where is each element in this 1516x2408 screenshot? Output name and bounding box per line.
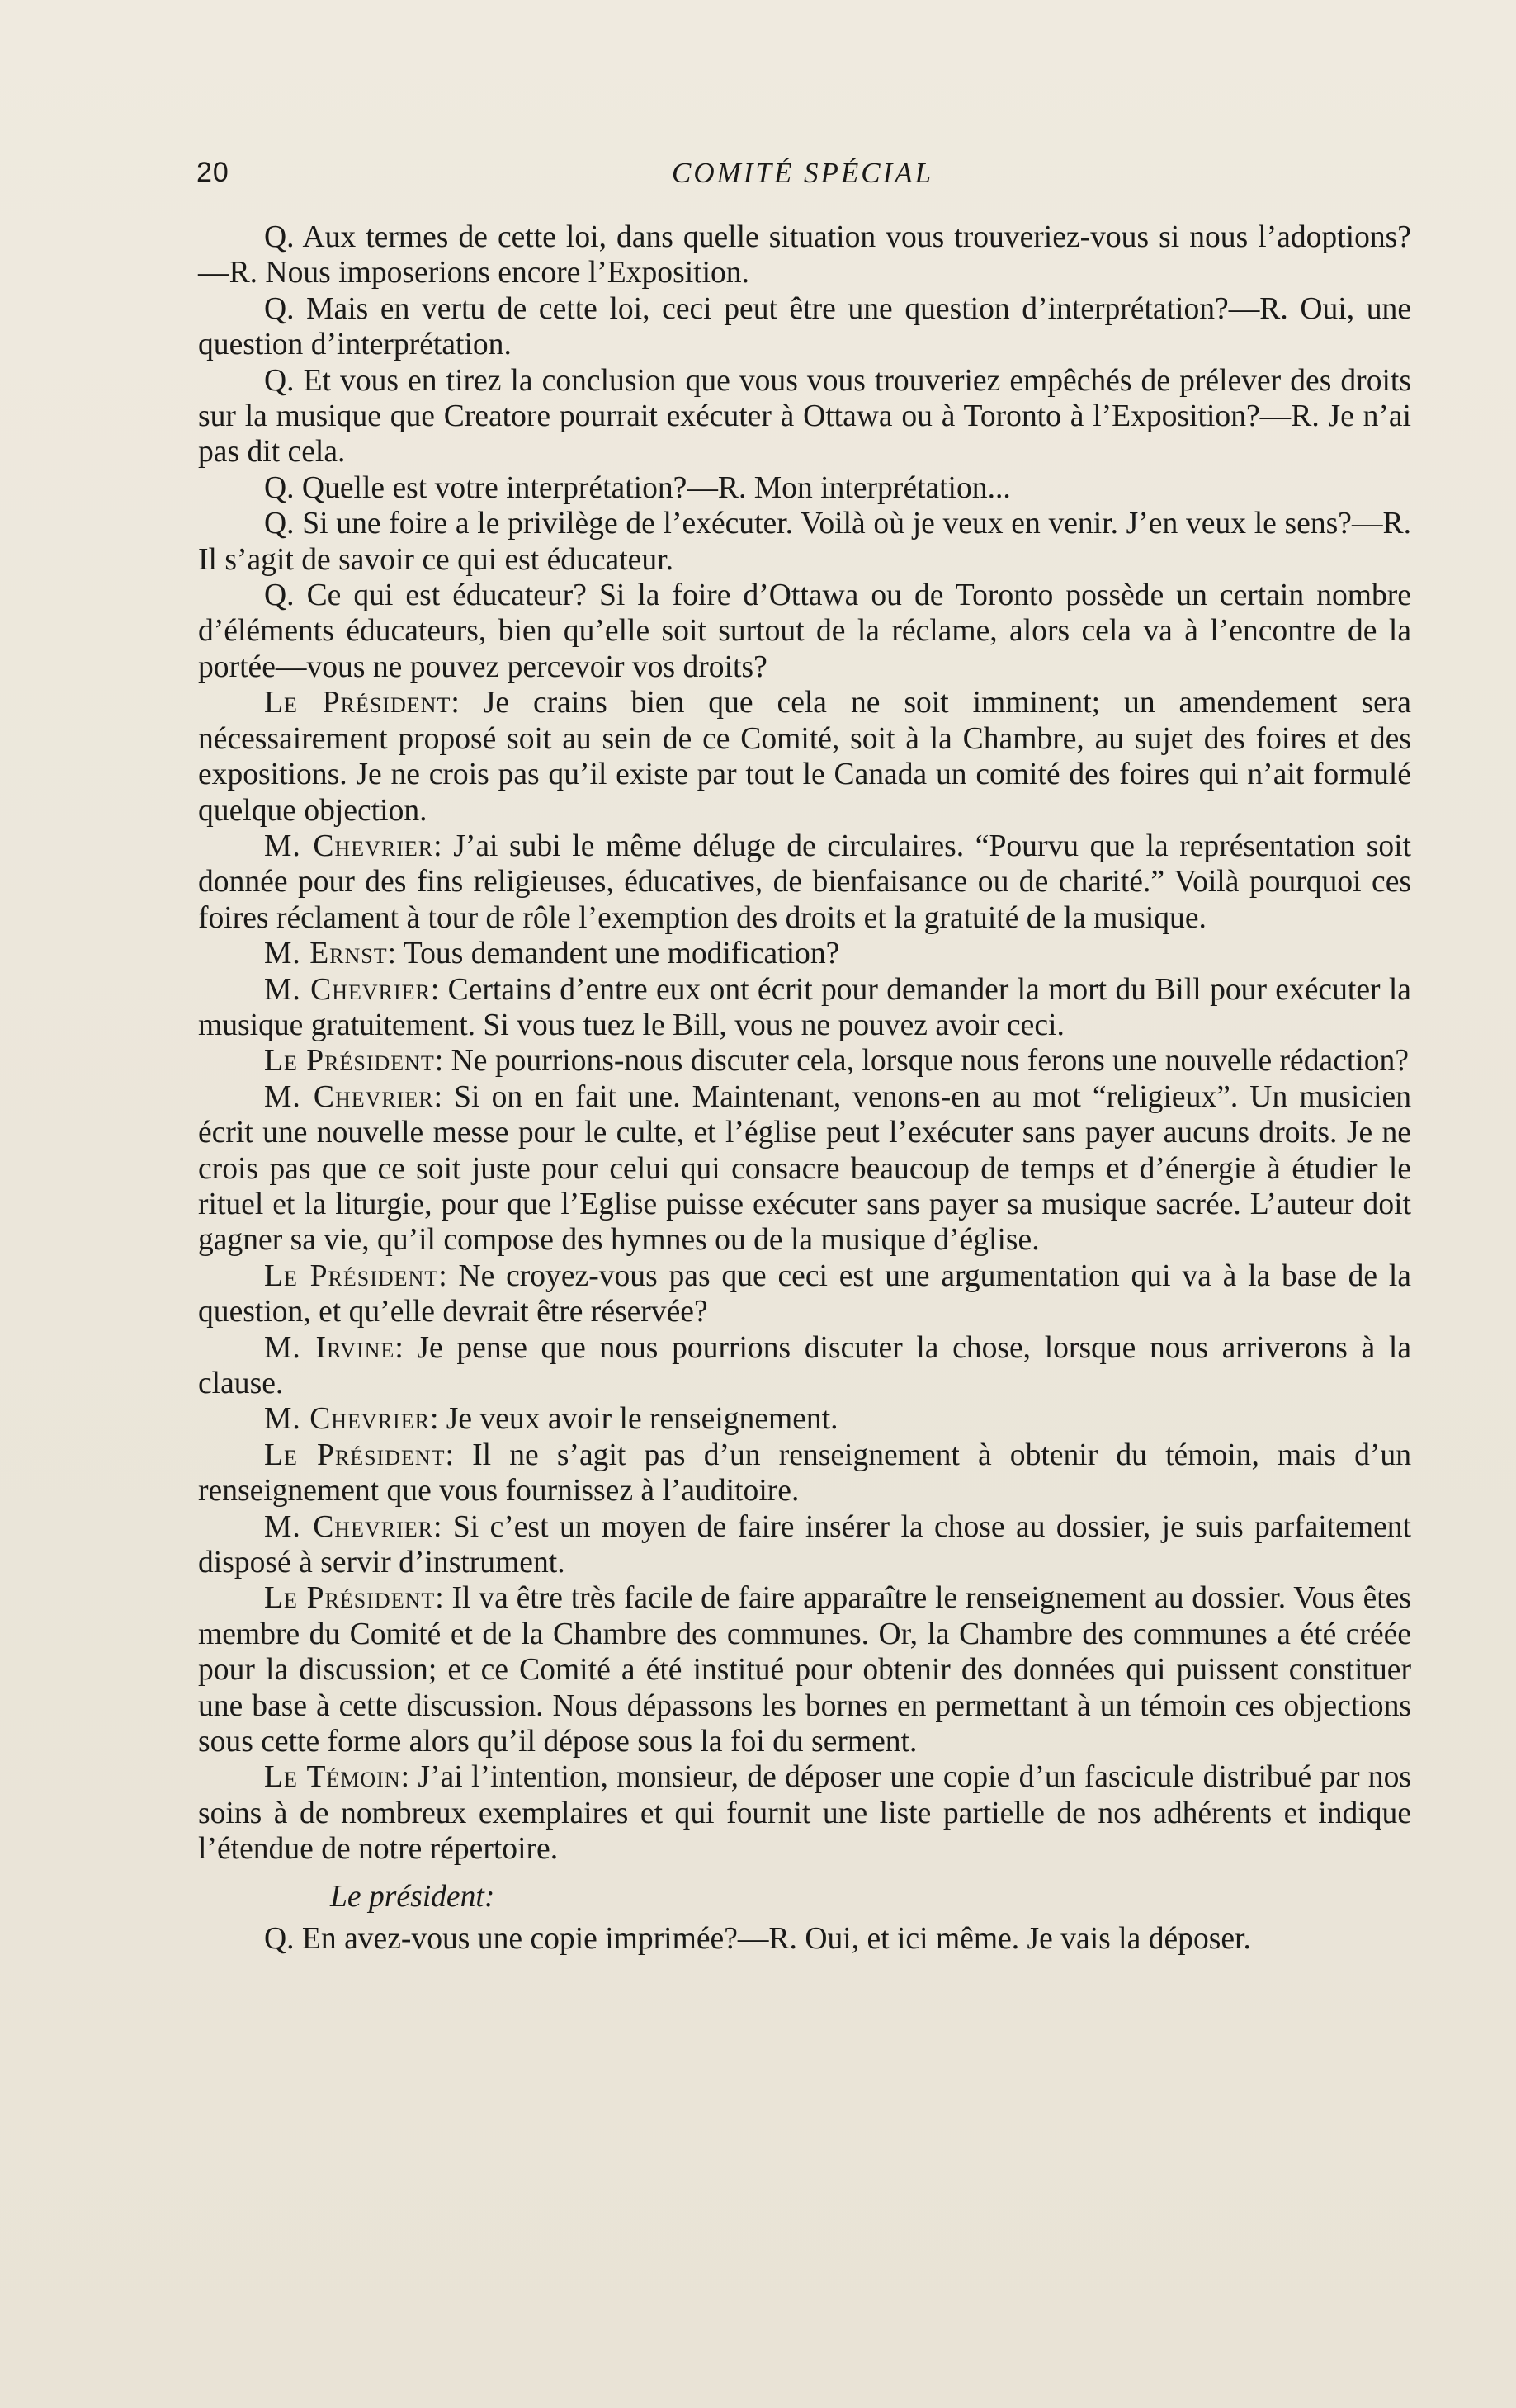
paragraph-text: Q. Si une foire a le privilège de l’exécuter. Voilà où je veux en venir. J’en veux le sens?—R. Il s’agit de savoir ce qui est éducateur. (198, 507, 1411, 577)
paragraph (198, 1079, 1411, 1258)
speaker-name: M. Ernst (264, 937, 388, 971)
paragraph-text: : Si on en fait une. Maintenant, venons-en au mot “religieux”. Un musicien écrit une nouvelle messe pour le culte, et l’église peut l’exécuter sans payer aucuns droits. Je ne crois pas que ce soit juste pour celui qui consacre beaucoup de temps et d’énergie à étudier le rituel et la liturgie, pour que l’Eglise puisse exécuter sans payer sa musique sacrée. L’auteur doit gagner sa vie, qu’il compose des hymnes ou de la musique d’église. (198, 1079, 1411, 1258)
document-body (198, 220, 1411, 1957)
speaker-name: M. Chevrier (264, 972, 431, 1007)
paragraph (198, 1258, 1411, 1330)
page-number: 20 (196, 157, 229, 188)
paragraph (198, 578, 1411, 685)
paragraph (198, 936, 1411, 971)
paragraph-text: Q. Et vous en tirez la conclusion que vous vous trouveriez empêchés de prélever des droits sur la musique que Creatore pourrait exécuter à Ottawa ou à Toronto à l’Exposition?—R. Je n’ai pas dit cela. (198, 363, 1411, 470)
paragraph (198, 1509, 1411, 1581)
paragraph (198, 1401, 1411, 1437)
speaker-name: M. Irvine (264, 1330, 395, 1365)
speaker-name: Le Président (264, 1438, 446, 1472)
paragraph-text: : Ne croyez-vous pas que ceci est une argumentation qui va à la base de la question, et qu’elle devrait être réservée? (198, 1258, 1411, 1329)
speaker-name: M. Chevrier (264, 1079, 434, 1114)
speaker-name: Le Président (264, 686, 451, 720)
paragraph-text: : Je crains bien que cela ne soit imminent; un amendement sera nécessairement proposé soit au sein de ce Comité, soit à la Chambre, au sujet des foires et des expositions. Je ne crois pas qu’il existe par tout le Canada un comité des foires qui n’ait formulé quelque objection. (198, 686, 1411, 828)
paragraph-text: Q. Ce qui est éducateur? Si la foire d’Ottawa ou de Toronto possède un certain nombre d’éléments éducateurs, bien qu’elle soit surtout de la réclame, alors cela va à l’encontre de la portée—vous ne pouvez percevoir vos droits? (198, 578, 1411, 684)
paragraph-text: : Je veux avoir le renseignement. (429, 1402, 838, 1437)
paragraph-text: : Certains d’entre eux ont écrit pour demander la mort du Bill pour exécuter la musique gratuitement. Si vous tuez le Bill, vous ne pouvez avoir ceci. (198, 972, 1411, 1042)
speaker-name: M. Chevrier (264, 829, 434, 863)
paragraph-text: : J’ai subi le même déluge de circulaires. “Pourvu que la représentation soit donnée pour des fins religieuses, éducatives, de bienfaisance ou de charité.” Voilà pourquoi ces foires réclament à tour de rôle l’exemption des droits et la gratuité de la musique. (198, 829, 1411, 935)
paragraph (198, 1759, 1411, 1867)
speaker-name: Le Président (264, 1581, 436, 1616)
speaker-name: Le Témoin (264, 1760, 401, 1795)
speaker-name: M. Chevrier (264, 1509, 433, 1544)
paragraph-text: Q. Quelle est votre interprétation?—R. Mon interprétation... (264, 470, 1011, 505)
paragraph-text: : J’ai l’intention, monsieur, de déposer une copie d’un fascicule distribué par nos soins à de nombreux exemplaires et qui fournit une liste partielle de nos adhérents et indique l’étendue de notre répertoire. (198, 1760, 1411, 1867)
paragraph (198, 829, 1411, 936)
interrogator-label: Le président: (330, 1879, 495, 1914)
paragraph-text: Q. En avez-vous une copie imprimée?—R. Oui, et ici même. Je vais la déposer. (264, 1922, 1251, 1957)
paragraph (198, 470, 1411, 506)
paragraph (198, 1438, 1411, 1509)
speaker-name: Le Président (264, 1044, 435, 1079)
paragraph (198, 1921, 1411, 1957)
running-head: COMITÉ SPÉCIAL (672, 157, 934, 189)
paragraph-text: : Tous demandent une modification? (387, 937, 840, 971)
speaker-name: M. Chevrier (264, 1402, 430, 1437)
page-header (196, 157, 1410, 198)
paragraph (198, 363, 1411, 470)
paragraph (198, 220, 1411, 291)
paragraph (198, 291, 1411, 363)
paragraph (198, 1330, 1411, 1402)
paragraph (198, 1580, 1411, 1759)
paragraph-text: : Si c’est un moyen de faire insérer la chose au dossier, je suis parfaitement disposé à servir d’instrument. (198, 1509, 1411, 1580)
paragraph-text: : Je pense que nous pourrions discuter la chose, lorsque nous arriverons à la clause. (198, 1330, 1411, 1400)
paragraph-text: : Il ne s’agit pas d’un renseignement à obtenir du témoin, mais d’un renseignement que vous fournissez à l’auditoire. (198, 1438, 1411, 1509)
speaker-name: Le Président (264, 1258, 439, 1293)
paragraph-text: Q. Mais en vertu de cette loi, ceci peut être une question d’interprétation?—R. Oui, une question d’interprétation. (198, 291, 1411, 362)
paragraph (198, 1043, 1411, 1079)
paragraph-text: Q. Aux termes de cette loi, dans quelle situation vous trouveriez-vous si nous l’adoptions?—R. Nous imposerions encore l’Exposition. (198, 220, 1411, 290)
paragraph-text: : Ne pourrions-nous discuter cela, lorsque nous ferons une nouvelle rédaction? (434, 1044, 1410, 1079)
paragraph (198, 506, 1411, 578)
paragraph-text: : Il va être très facile de faire apparaître le renseignement au dossier. Vous êtes membre du Comité et de la Chambre des communes. Or, la Chambre des communes a été créée pour la discussion; et ce Comité a été institué pour obtenir des données qui puissent constituer une base à cette discussion. Nous dépassons les bornes en permettant à un témoin ces objections sous cette forme alors qu’il dépose sous la foi du serment. (198, 1581, 1411, 1759)
paragraph (198, 972, 1411, 1044)
paragraph (198, 685, 1411, 829)
